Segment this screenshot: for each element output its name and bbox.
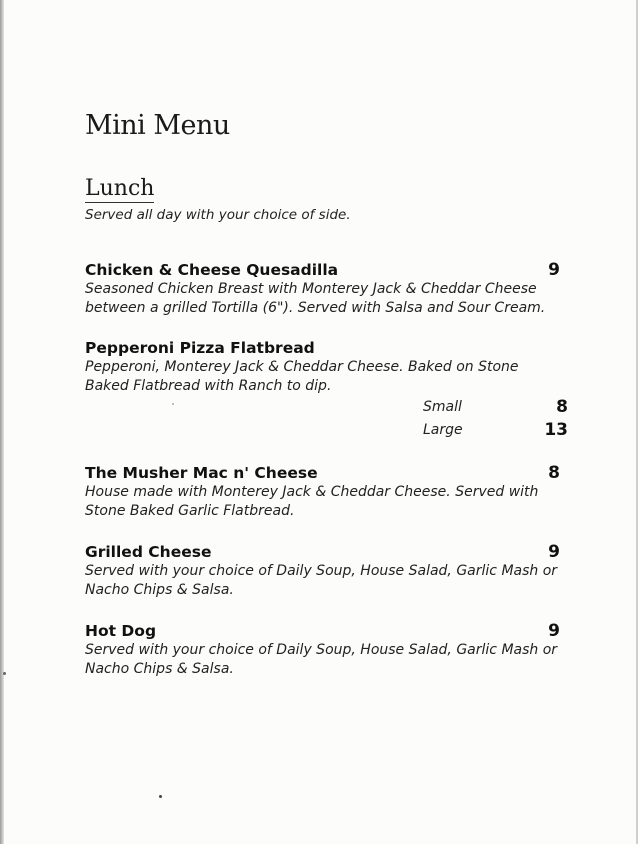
- item-description-line: Nacho Chips & Salsa.: [85, 661, 234, 677]
- item-description-line: Stone Baked Garlic Flatbread.: [85, 503, 295, 519]
- menu-item-grilled-cheese: [85, 542, 570, 600]
- item-description-line: House made with Monterey Jack & Cheddar Cheese. Served with: [85, 484, 539, 500]
- item-price: 9: [548, 621, 560, 641]
- item-name: The Musher Mac n' Cheese: [85, 464, 318, 482]
- item-price: 8: [548, 463, 560, 483]
- item-description-line: Pepperoni, Monterey Jack & Cheddar Cheese. Baked on Stone: [85, 359, 519, 375]
- item-description-line: Served with your choice of Daily Soup, House Salad, Garlic Mash or: [85, 563, 558, 579]
- section-heading-lunch: Lunch: [85, 176, 155, 201]
- menu-item-hot-dog: [85, 621, 570, 679]
- item-description-line: Baked Flatbread with Ranch to dip.: [85, 378, 332, 394]
- size-label: Large: [423, 422, 463, 438]
- menu-item-mac-n-cheese: [85, 463, 570, 521]
- item-name: Grilled Cheese: [85, 543, 212, 561]
- item-name: Pepperoni Pizza Flatbread: [85, 339, 315, 357]
- size-price: 8: [556, 397, 568, 417]
- item-description-line: Served with your choice of Daily Soup, House Salad, Garlic Mash or: [85, 642, 558, 658]
- scan-speck: [3, 672, 6, 675]
- section-note: Served all day with your choice of side.: [85, 207, 351, 223]
- item-price: 9: [548, 260, 560, 280]
- item-price: 9: [548, 542, 560, 562]
- item-description-line: Seasoned Chicken Breast with Monterey Jack & Cheddar Cheese: [85, 281, 537, 297]
- item-description-line: Nacho Chips & Salsa.: [85, 582, 234, 598]
- scan-speck: [159, 795, 162, 798]
- page-edge-left: [0, 0, 4, 844]
- scan-speck: [172, 403, 174, 405]
- size-price: 13: [544, 420, 568, 440]
- item-name: Hot Dog: [85, 622, 157, 640]
- menu-title: Mini Menu: [85, 110, 230, 141]
- menu-item-pizza-flatbread: [85, 338, 570, 396]
- size-option-large: [423, 420, 570, 442]
- size-option-small: [423, 397, 570, 419]
- item-name: Chicken & Cheese Quesadilla: [85, 261, 339, 279]
- item-description-line: between a grilled Tortilla (6"). Served with Salsa and Sour Cream.: [85, 300, 546, 316]
- menu-item-quesadilla: [85, 260, 570, 318]
- size-label: Small: [423, 399, 462, 415]
